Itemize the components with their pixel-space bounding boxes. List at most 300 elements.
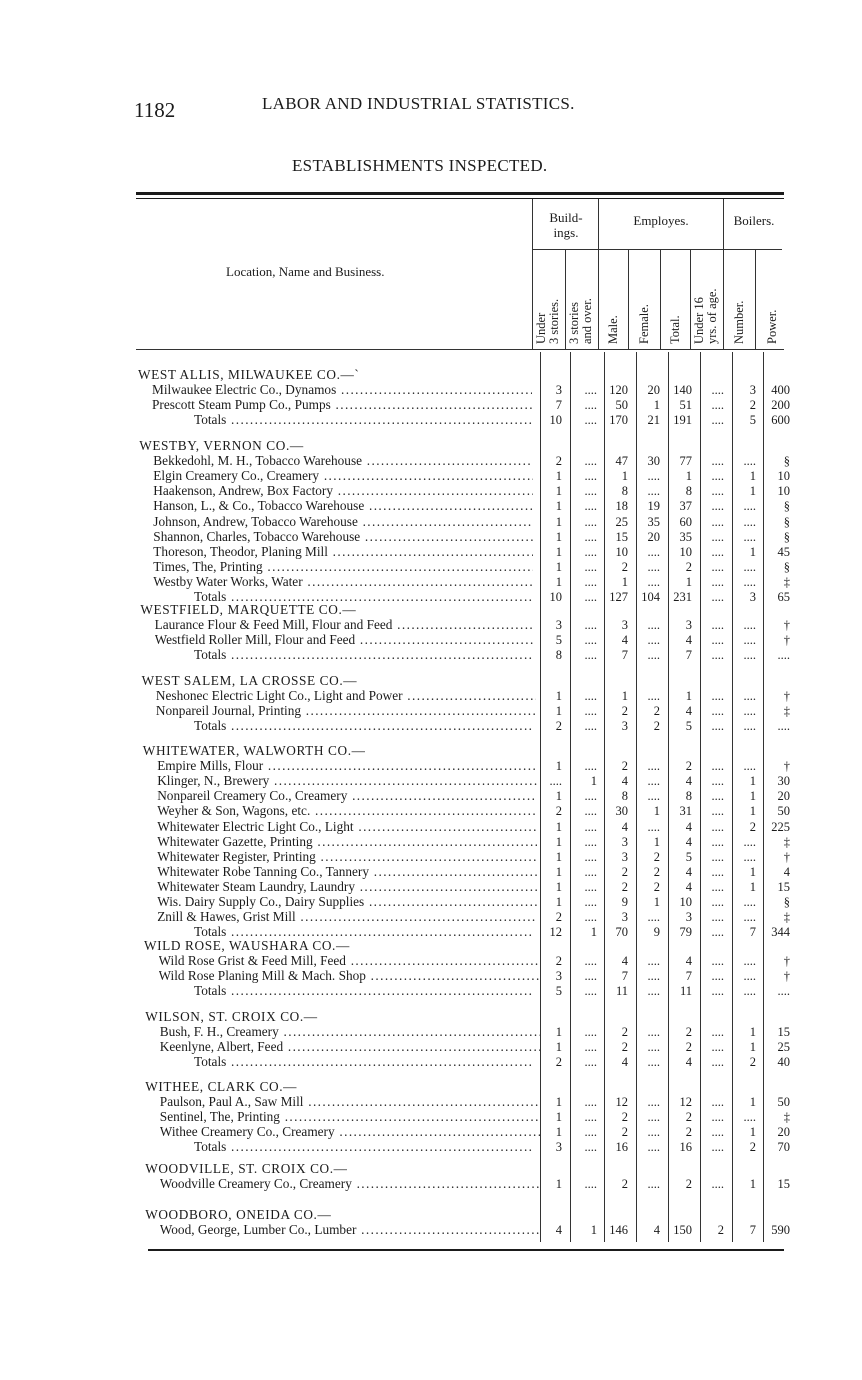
cell-value: .... (584, 633, 597, 648)
cell-value: .... (647, 1040, 660, 1055)
cell-value: 2 (555, 719, 562, 734)
cell-value: 170 (609, 413, 628, 428)
cell-value: 120 (609, 383, 628, 398)
total-header: Total. (668, 315, 682, 344)
totals-label: Totals ..... (194, 648, 532, 662)
cell-value: 1 (653, 834, 660, 849)
cell-value: 1 (555, 1110, 562, 1125)
header-bottom-rule (136, 349, 784, 350)
cell-value: .... (584, 789, 597, 804)
establishment-name: Haakenson, Andrew, Box Factory ..... (153, 484, 533, 498)
cell-value: 5 (685, 849, 692, 864)
cell-value: .... (584, 413, 597, 428)
cell-value: 1 (621, 689, 628, 704)
cell-value: 3 (621, 910, 628, 925)
establishment-name: Shannon, Charles, Tobacco Warehouse ..... (153, 530, 533, 544)
cell-value: 8 (555, 648, 562, 663)
3-stories-and-over-header: 3 stories and over. (567, 298, 594, 344)
establishment-name: Prescott Steam Pump Co., Pumps ..... (152, 398, 532, 412)
cell-value: 191 (673, 413, 692, 428)
cell-value: .... (584, 834, 597, 849)
cell-value: .... (584, 499, 597, 514)
cell-value: 4 (783, 864, 790, 879)
cell-value: .... (647, 1140, 660, 1155)
cell-value: .... (647, 618, 660, 633)
cell-value: 2 (621, 1125, 628, 1140)
cell-value: 4 (621, 633, 628, 648)
cell-value: 45 (777, 544, 790, 559)
cell-value: 4 (685, 774, 692, 789)
cell-value: .... (584, 1140, 597, 1155)
under-16-header: Under 16 yrs. of age. (692, 288, 719, 344)
cell-value: 2 (717, 1223, 724, 1238)
establishment-name: Whitewater Steam Laundry, Laundry ..... (157, 880, 537, 894)
cell-value: 3 (621, 849, 628, 864)
cell-value: .... (711, 590, 724, 604)
cell-value: .... (647, 819, 660, 834)
cell-value: .... (743, 633, 756, 648)
col-divider (598, 199, 599, 349)
cell-value: 1 (555, 879, 562, 894)
cell-value: .... (711, 925, 724, 940)
cell-value: 1 (749, 864, 756, 879)
cell-value: 25 (615, 514, 628, 529)
cell-value: .... (743, 689, 756, 704)
cell-value: 400 (771, 383, 790, 398)
cell-value: 1 (590, 774, 597, 789)
cell-value: 2 (621, 879, 628, 894)
cell-value: .... (584, 759, 597, 774)
cell-value: .... (777, 719, 790, 734)
cell-value: 4 (685, 954, 692, 969)
cell-value: 4 (685, 819, 692, 834)
cell-value: .... (647, 910, 660, 925)
cell-value: .... (647, 1095, 660, 1110)
cell-value: .... (743, 454, 756, 469)
cell-value: 1 (555, 759, 562, 774)
cell-value: .... (584, 910, 597, 925)
establishment-name: Nonpareil Journal, Printing ..... (156, 704, 536, 718)
cell-value: 1 (555, 864, 562, 879)
cell-value: 1 (555, 1040, 562, 1055)
cell-value: 4 (685, 1055, 692, 1070)
establishment-name: Wood, George, Lumber Co., Lumber ..... (160, 1223, 540, 1237)
buildings-header: Build- ings. (549, 210, 583, 240)
cell-value: .... (647, 1055, 660, 1070)
bottom-rule (148, 1249, 784, 1251)
cell-value: 1 (555, 529, 562, 544)
cell-value: 10 (777, 484, 790, 499)
cell-value: † (783, 954, 790, 969)
cell-value: § (783, 514, 790, 529)
cell-value: 5 (749, 413, 756, 428)
cell-value: 146 (609, 1223, 628, 1238)
cell-value: .... (584, 864, 597, 879)
establishment-name: Neshonec Electric Light Co., Light and Power ..... (156, 689, 536, 703)
cell-value: 18 (615, 499, 628, 514)
cell-value: .... (647, 1025, 660, 1040)
cell-value: .... (711, 789, 724, 804)
cell-value: 344 (771, 925, 790, 940)
cell-value: 4 (685, 834, 692, 849)
cell-value: .... (743, 834, 756, 849)
cell-value: 2 (621, 759, 628, 774)
cell-value: † (783, 689, 790, 704)
cell-value: .... (711, 774, 724, 789)
cell-value: 2 (749, 819, 756, 834)
cell-value: 7 (749, 925, 756, 940)
cell-value: 10 (679, 895, 692, 909)
cell-value: 15 (777, 879, 790, 894)
cell-value: .... (743, 559, 756, 574)
cell-value: .... (711, 383, 724, 398)
cell-value: .... (711, 574, 724, 589)
establishment-name: Woodville Creamery Co., Creamery ..... (160, 1177, 540, 1191)
establishment-name: Empire Mills, Flour ..... (157, 759, 537, 773)
cell-value: 3 (555, 969, 562, 984)
totals-label: Totals ..... (194, 590, 532, 604)
cell-value: .... (584, 969, 597, 984)
establishment-name: Withee Creamery Co., Creamery ..... (160, 1125, 540, 1139)
cell-value: 30 (615, 804, 628, 819)
cell-value: .... (584, 648, 597, 663)
cell-value: 4 (685, 879, 692, 894)
cell-value: .... (584, 1040, 597, 1055)
cell-value: 1 (555, 559, 562, 574)
col-divider (628, 250, 629, 349)
cell-value: .... (711, 1110, 724, 1125)
cell-value: 2 (621, 1040, 628, 1055)
cell-value: 1 (685, 689, 692, 704)
cell-value: 1 (749, 544, 756, 559)
cell-value: .... (711, 1055, 724, 1070)
cell-value: 8 (685, 789, 692, 804)
cell-value: 20 (647, 383, 660, 398)
cell-value: 5 (555, 984, 562, 999)
cell-value: .... (711, 1095, 724, 1110)
establishment-name: Wild Rose Grist & Feed Mill, Feed ..... (159, 954, 539, 968)
cell-value: .... (711, 544, 724, 559)
cell-value: ‡ (783, 574, 790, 589)
totals-label: Totals ..... (194, 1140, 532, 1154)
cell-value: § (783, 559, 790, 574)
cell-value: 30 (647, 454, 660, 469)
cell-value: 1 (749, 804, 756, 819)
cell-value: .... (647, 774, 660, 789)
cell-value: 21 (647, 413, 660, 428)
cell-value: .... (584, 484, 597, 499)
cell-value: 4 (685, 864, 692, 879)
col-divider (690, 250, 691, 349)
county-name: WILD ROSE, WAUSHARA CO.— (144, 938, 350, 953)
cell-value: .... (584, 849, 597, 864)
cell-value: 4 (555, 1223, 562, 1238)
establishment-name: Elgin Creamery Co., Creamery ..... (153, 469, 533, 483)
cell-value: 37 (679, 499, 692, 514)
cell-value: 4 (621, 774, 628, 789)
cell-value: 15 (777, 1177, 790, 1192)
cell-value: 1 (653, 398, 660, 413)
cell-value: .... (743, 618, 756, 633)
cell-value: .... (711, 454, 724, 469)
location-header: Location, Name and Business. (226, 264, 385, 279)
establishment-name: Laurance Flour & Feed Mill, Flour and Feed ..... (155, 618, 535, 632)
cell-value: 4 (621, 1055, 628, 1070)
cell-value: .... (647, 1110, 660, 1125)
cell-value: .... (584, 618, 597, 633)
cell-value: .... (584, 984, 597, 999)
cell-value: .... (647, 484, 660, 499)
cell-value: .... (584, 544, 597, 559)
cell-value: † (783, 969, 790, 984)
cell-value: 10 (549, 413, 562, 428)
cell-value: 12 (615, 1095, 628, 1110)
col-divider (660, 250, 661, 349)
cell-value: † (783, 618, 790, 633)
county-name: WEST ALLIS, MILWAUKEE CO.—` (138, 367, 360, 382)
cell-value: .... (647, 559, 660, 574)
establishment-name: Bekkedohl, M. H., Tobacco Warehouse ..... (153, 454, 533, 468)
cell-value: 8 (685, 484, 692, 499)
establishment-name: Westby Water Works, Water ..... (153, 575, 533, 589)
page-number: 1182 (134, 98, 176, 122)
cell-value: 1 (749, 1040, 756, 1055)
cell-value: 3 (749, 590, 756, 604)
cell-value: 2 (555, 954, 562, 969)
power-header: Power. (765, 309, 779, 344)
cell-value: 2 (653, 704, 660, 719)
cell-value: .... (584, 398, 597, 413)
county-name: WHITEWATER, WALWORTH CO.— (142, 743, 366, 758)
county-name: WESTBY, VERNON CO.— (139, 438, 304, 453)
cell-value: 11 (679, 984, 692, 999)
number-header: Number. (732, 300, 746, 344)
cell-value: .... (584, 1125, 597, 1140)
cell-value: 2 (685, 1125, 692, 1140)
county-name: WILSON, ST. CROIX CO.— (145, 1009, 318, 1024)
cell-value: .... (777, 648, 790, 663)
under-3-stories-header: Under 3 stories. (534, 298, 561, 344)
cell-value: 200 (771, 398, 790, 413)
cell-value: 4 (653, 1223, 660, 1238)
cell-value: 1 (555, 544, 562, 559)
cell-value: 1 (555, 514, 562, 529)
cell-value: .... (711, 834, 724, 849)
cell-value: .... (584, 954, 597, 969)
cell-value: .... (584, 514, 597, 529)
boilers-header: Boilers. (733, 213, 775, 228)
cell-value: 1 (555, 1177, 562, 1192)
cell-value: 7 (685, 969, 692, 984)
establishment-name: Klinger, N., Brewery ..... (157, 774, 537, 788)
cell-value: † (783, 759, 790, 774)
cell-value: 231 (673, 590, 692, 604)
totals-label: Totals ..... (194, 984, 532, 998)
establishment-name: Thoreson, Theodor, Planing Mill ..... (153, 545, 533, 559)
cell-value: 2 (555, 804, 562, 819)
cell-value: 2 (621, 704, 628, 719)
establishment-name: Keenlyne, Albert, Feed ..... (160, 1040, 540, 1054)
cell-value: .... (743, 1110, 756, 1125)
cell-value: .... (711, 1177, 724, 1192)
cell-value: 4 (685, 704, 692, 719)
cell-value: 31 (679, 804, 692, 819)
cell-value: 2 (653, 849, 660, 864)
county-name: WITHEE, CLARK CO.— (145, 1079, 298, 1094)
cell-value: 590 (771, 1223, 790, 1238)
cell-value: .... (647, 574, 660, 589)
cell-value: .... (647, 633, 660, 648)
cell-value: .... (711, 704, 724, 719)
cell-value: .... (711, 484, 724, 499)
cell-value: .... (584, 1095, 597, 1110)
cell-value: 19 (647, 499, 660, 514)
cell-value: .... (711, 759, 724, 774)
cell-value: 1 (749, 484, 756, 499)
cell-value: .... (711, 1040, 724, 1055)
cell-value: 8 (621, 484, 628, 499)
cell-value: .... (647, 469, 660, 484)
cell-value: 10 (549, 590, 562, 604)
cell-value: .... (711, 618, 724, 633)
cell-value: .... (743, 984, 756, 999)
cell-value: 2 (621, 1110, 628, 1125)
cell-value: 1 (590, 925, 597, 940)
cell-value: .... (584, 1177, 597, 1192)
cell-value: 2 (653, 879, 660, 894)
cell-value: § (783, 499, 790, 514)
cell-value: .... (711, 864, 724, 879)
establishment-name: Whitewater Robe Tanning Co., Tannery ..... (157, 865, 537, 879)
group-underline-buildings (533, 249, 598, 250)
cell-value: .... (584, 804, 597, 819)
cell-value: .... (777, 984, 790, 999)
cell-value: 3 (621, 719, 628, 734)
cell-value: .... (584, 1055, 597, 1070)
cell-value: .... (743, 969, 756, 984)
cell-value: .... (711, 849, 724, 864)
cell-value: 1 (749, 879, 756, 894)
cell-value: .... (584, 454, 597, 469)
cell-value: † (783, 849, 790, 864)
cell-value: .... (743, 529, 756, 544)
establishment-name: Bush, F. H., Creamery ..... (160, 1025, 540, 1039)
cell-value: ‡ (783, 1110, 790, 1125)
group-underline-employes (599, 249, 723, 250)
cell-value: .... (711, 895, 724, 909)
cell-value: 77 (679, 454, 692, 469)
establishment-name: Times, The, Printing ..... (153, 560, 533, 574)
cell-value: .... (743, 719, 756, 734)
establishment-name: Whitewater Register, Printing ..... (157, 850, 537, 864)
cell-value: .... (584, 819, 597, 834)
cell-value: 12 (549, 925, 562, 940)
cell-value: .... (584, 529, 597, 544)
cell-value: 2 (621, 559, 628, 574)
cell-value: .... (711, 633, 724, 648)
cell-value: 4 (621, 954, 628, 969)
cell-value: 1 (590, 1223, 597, 1238)
cell-value: .... (584, 719, 597, 734)
establishment-name: Milwaukee Electric Co., Dynamos ..... (152, 383, 532, 397)
cell-value: 2 (621, 864, 628, 879)
cell-value: 7 (621, 648, 628, 663)
cell-value: .... (711, 398, 724, 413)
cell-value: 20 (647, 529, 660, 544)
cell-value: 2 (685, 759, 692, 774)
cell-value: .... (647, 648, 660, 663)
cell-value: 1 (653, 895, 660, 909)
cell-value: 1 (555, 789, 562, 804)
cell-value: 7 (555, 398, 562, 413)
establishment-name: Johnson, Andrew, Tobacco Warehouse ..... (153, 515, 533, 529)
cell-value: 2 (685, 1177, 692, 1192)
cell-value: 150 (673, 1223, 692, 1238)
cell-value: 1 (685, 469, 692, 484)
cell-value: .... (711, 413, 724, 428)
totals-label: Totals ..... (194, 1055, 532, 1069)
cell-value: .... (711, 514, 724, 529)
cell-value: 1 (555, 1095, 562, 1110)
male-header: Male. (606, 315, 620, 344)
cell-value: 16 (679, 1140, 692, 1155)
cell-value: .... (549, 774, 562, 789)
cell-value: 50 (777, 1095, 790, 1110)
cell-value: 7 (621, 969, 628, 984)
establishment-name: Weyher & Son, Wagons, etc. ..... (157, 804, 537, 818)
cell-value: † (783, 633, 790, 648)
top-rule-thin (136, 198, 784, 199)
cell-value: ‡ (783, 910, 790, 925)
cell-value: ‡ (783, 704, 790, 719)
cell-value: .... (743, 759, 756, 774)
cell-value: § (783, 454, 790, 469)
cell-value: .... (743, 704, 756, 719)
cell-value: 10 (777, 469, 790, 484)
cell-value: 1 (555, 834, 562, 849)
totals-label: Totals ..... (194, 719, 532, 733)
cell-value: .... (647, 759, 660, 774)
cell-value: .... (584, 383, 597, 398)
cell-value: 225 (771, 819, 790, 834)
cell-value: 15 (777, 1025, 790, 1040)
cell-value: 1 (555, 819, 562, 834)
cell-value: .... (584, 895, 597, 909)
cell-value: 1 (555, 469, 562, 484)
establishment-name: Westfield Roller Mill, Flour and Feed ..... (155, 633, 535, 647)
cell-value: 1 (685, 574, 692, 589)
cell-value: 60 (679, 514, 692, 529)
cell-value: .... (711, 1125, 724, 1140)
establishment-name: Hanson, L., & Co., Tobacco Warehouse ..... (153, 499, 533, 513)
cell-value: 2 (685, 1040, 692, 1055)
cell-value: 2 (555, 1055, 562, 1070)
cell-value: 3 (555, 383, 562, 398)
cell-value: 3 (555, 1140, 562, 1155)
cell-value: 51 (679, 398, 692, 413)
cell-value: .... (711, 499, 724, 514)
cell-value: § (783, 529, 790, 544)
cell-value: .... (584, 574, 597, 589)
col-divider (532, 199, 533, 349)
cell-value: ‡ (783, 834, 790, 849)
cell-value: 3 (685, 618, 692, 633)
cell-value: .... (647, 1125, 660, 1140)
cell-value: .... (743, 514, 756, 529)
cell-value: 50 (615, 398, 628, 413)
cell-value: 1 (621, 574, 628, 589)
cell-value: 1 (749, 789, 756, 804)
